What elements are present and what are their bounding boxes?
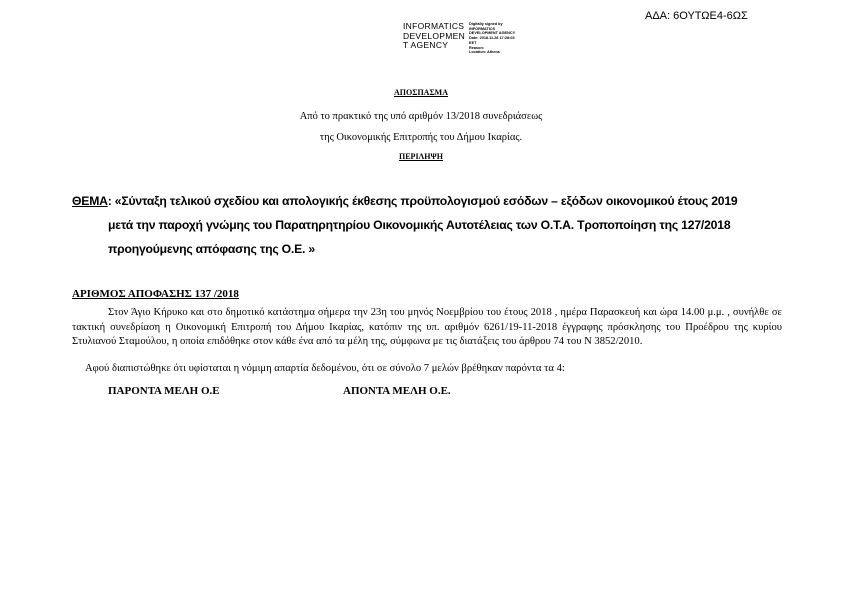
stamp-detail: Location: Athens [469, 50, 500, 55]
stamp-detail: Reason: [469, 45, 485, 50]
subject-line-2: μετά την παροχή γνώμης του Παρατηρητηρίου Οικονομικής Αυτοτέλειας των Ο.Τ.Α. Τροποποίηση της 127/2018 [108, 218, 731, 232]
subject-line-1: : «Σύνταξη τελικού σχεδίου και απολογικής έκθεσης προϋπολογισμού εσόδων – εξόδων οικονομικού έτους 2019 [107, 194, 738, 208]
quorum-statement: Αφού διαπιστώθηκε ότι υφίσταται η νόμιμη απαρτία δεδομένου, ότι σε σύνολο 7 μελών βρέθηκαν παρόντα τα 4: [85, 363, 565, 374]
stamp-line: T AGENCY [403, 40, 449, 50]
absent-members-heading: ΑΠΟΝΤΑ ΜΕΛΗ Ο.Ε. [343, 385, 451, 397]
summary-heading: ΠΕΡΙΛΗΨΗ [399, 152, 443, 161]
stamp-line: DEVELOPMEN [403, 30, 466, 41]
subject-line-3: προηγούμενης απόφασης της Ο.Ε. » [108, 242, 316, 256]
stamp-detail: INFORMATICS [469, 26, 496, 31]
digital-signature-stamp [403, 22, 515, 55]
body-paragraph: Στον Άγιο Κήρυκο και στο δημοτικό κατάστημα σήμερα την 23η του μηνός Νοεμβρίου του έτους 2018 , ημέρα Παρασκευή και ώρα 14.00 μ.μ. , συνήλθε σε τακτική συνεδρίαση η Οικονομική Επιτροπή του Δήμου Ικαρίας, κατόπιν της υπ. αριθμόν 6261/19-11-2018 έγγραφης πρόσκλησης του Προέδρου της κυρίου Στυλιανού Σταμούλου, η οποία επιδόθηκε στον κάθε ένα από τα μέλη της, σύμφωνα με τις διατάξεις του άρθρου 74 του Ν 3852/2010. [72, 307, 782, 347]
stamp-detail: EET [469, 40, 477, 45]
stamp-line: INFORMATICS [403, 21, 465, 31]
document-title: ΑΠΟΣΠΑΣΜΑ [393, 88, 448, 97]
stamp-detail: DEVELOPMENT AGENCY [469, 31, 516, 36]
ada-code: ΑΔΑ: 6ΟΥΤΩΕ4-6ΩΣ [645, 10, 748, 22]
subject-block [72, 189, 792, 261]
decision-number: ΑΡΙΘΜΟΣ ΑΠΟΦΑΣΗΣ 137 /2018 [72, 288, 239, 300]
stamp-detail: Date: 2018.11.28 17:28:03 [469, 36, 515, 41]
header-line-1: Από το πρακτικό της υπό αριθμόν 13/2018 συνεδριάσεως [299, 111, 543, 122]
subject-label: ΘΕΜΑ [72, 194, 108, 208]
header-line-2: της Οικονομικής Επιτροπής του Δήμου Ικαρίας. [319, 132, 523, 143]
present-members-heading: ΠΑΡΟΝΤΑ ΜΕΛΗ Ο.Ε [108, 385, 220, 397]
stamp-detail: Digitally signed by [469, 22, 503, 26]
